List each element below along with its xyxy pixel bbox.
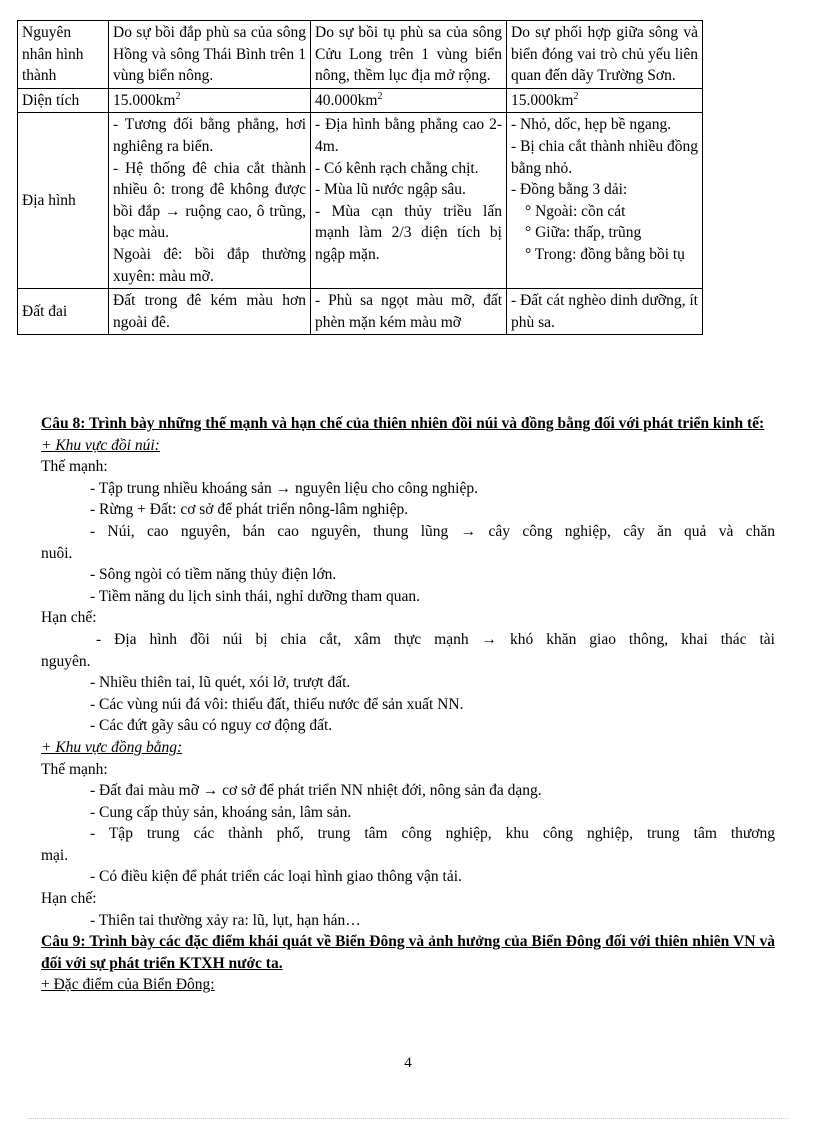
list-item: - Các vùng núi đá vôi: thiếu đất, thiếu nước để sản xuất NN.	[90, 695, 464, 713]
list-item: - Núi, cao nguyên, bán cao nguyên, thung lũng → cây công nghiệp, cây ăn quả và chăn	[90, 522, 775, 540]
row-label-terrain: Địa hình	[18, 113, 109, 289]
list-item: - Các đứt gãy sâu có nguy cơ động đất.	[90, 717, 333, 735]
question-8-title: Câu 8: Trình bày những thế mạnh và hạn chế của thiên nhiên đồi núi và đồng bằng đối với phát triển kinh tế:	[41, 415, 765, 432]
cell-red-river-origin: Do sự bồi đắp phù sa của sông Hồng và sông Thái Bình trên 1 vùng biển nông.	[109, 21, 311, 89]
list-item: - Cung cấp thủy sản, khoáng sản, lâm sản.	[90, 803, 352, 821]
cell-red-river-terrain	[109, 113, 311, 289]
area-value: 15.000km	[511, 91, 574, 109]
row-label-area: Diện tích	[18, 88, 109, 113]
list-item: - Đất đai màu mỡ → cơ sở để phát triển NN nhiệt đới, nông sản đa dạng.	[90, 782, 542, 800]
limits-label: Hạn chế:	[41, 609, 97, 627]
list-item-continuation: nguyên.	[41, 652, 91, 670]
area-unit-sup: 2	[175, 90, 181, 102]
terrain-line: - Tương đối bằng phẳng, hơi nghiêng ra biển.	[113, 116, 306, 155]
terrain-line: - Bị chia cắt thành nhiều đồng bằng nhỏ.	[511, 137, 698, 177]
list-item: - Tập trung nhiều khoáng sản → nguyên liệu cho công nghiệp.	[90, 479, 478, 497]
terrain-line: - Mùa cạn thủy triều lấn mạnh làm 2/3 diện tích bị ngập mặn.	[315, 202, 502, 263]
east-sea-heading: + Đặc điểm của Biển Đông:	[41, 976, 215, 994]
cell-red-river-area	[109, 88, 311, 113]
area-value: 15.000km	[113, 91, 176, 109]
cell-central-origin: Do sự phối hợp giữa sông và biển đóng vai trò chủ yếu liên quan đến dãy Trường Sơn.	[507, 21, 703, 89]
list-item: - Tiềm năng du lịch sinh thái, nghỉ dưỡng tham quan.	[90, 587, 421, 605]
table-row	[18, 113, 703, 289]
list-item: - Tập trung các thành phố, trung tâm công nghiệp, khu công nghiệp, trung tâm thương	[90, 825, 775, 843]
cell-central-soil: - Đất cát nghèo dinh dưỡng, ít phù sa.	[507, 289, 703, 335]
list-item: - Địa hình đồi núi bị chia cắt, xâm thực mạnh → khó khăn giao thông, khai thác tài	[96, 630, 775, 648]
page-number: 4	[404, 1055, 412, 1071]
terrain-line: - Đồng bằng 3 dải:	[511, 181, 628, 199]
cell-central-area	[507, 88, 703, 113]
list-item: - Rừng + Đất: cơ sở để phát triển nông-lâm nghiệp.	[90, 501, 409, 519]
cell-mekong-area	[311, 88, 507, 113]
area-unit-sup: 2	[573, 90, 579, 102]
row-label-origin: Nguyên nhân hình thành	[18, 21, 109, 89]
table-row	[18, 289, 703, 335]
list-item: - Thiên tai thường xảy ra: lũ, lụt, hạn hán…	[90, 911, 361, 929]
terrain-line: - Hệ thống đê chia cắt thành nhiều ô: trong đê không được bồi đắp → ruộng cao, ô trũng, bạc màu.	[113, 159, 306, 242]
footer-divider	[28, 1118, 788, 1119]
area-unit-sup: 2	[377, 90, 383, 102]
mountain-heading: + Khu vực đồi núi:	[41, 436, 160, 454]
plain-heading: + Khu vực đồng bằng:	[41, 738, 183, 756]
list-item-continuation: nuôi.	[41, 544, 73, 562]
row-label-soil: Đất đai	[18, 289, 109, 335]
cell-central-terrain	[507, 113, 703, 289]
strengths-label: Thế mạnh:	[41, 760, 108, 778]
delta-comparison-table	[17, 20, 703, 335]
list-item-continuation: mại.	[41, 846, 69, 864]
terrain-subline: ° Ngoài: cồn cát	[525, 202, 626, 220]
terrain-line: - Mùa lũ nước ngập sâu.	[315, 181, 466, 199]
list-item: - Nhiều thiên tai, lũ quét, xói lở, trượt đất.	[90, 674, 351, 692]
terrain-subline: ° Giữa: thấp, trũng	[525, 224, 642, 242]
question-9-title: Câu 9: Trình bày các đặc điểm khái quát về Biển Đông và ảnh hưởng của Biển Đông đối với thiên nhiên VN và đối với sự phát triển KTXH nước ta.	[41, 933, 775, 972]
terrain-line: Ngoài đê: bồi đắp thường xuyên: màu mỡ.	[113, 245, 306, 285]
limits-label: Hạn chế:	[41, 890, 97, 908]
cell-red-river-soil: Đất trong đê kém màu hơn ngoài đê.	[109, 289, 311, 335]
strengths-label: Thế mạnh:	[41, 458, 108, 476]
table-row	[18, 21, 703, 89]
terrain-line: - Nhỏ, dốc, hẹp bề ngang.	[511, 116, 672, 134]
cell-mekong-soil: - Phù sa ngọt màu mỡ, đất phèn mặn kém màu mỡ	[311, 289, 507, 335]
list-item: - Sông ngòi có tiềm năng thủy điện lớn.	[90, 566, 337, 584]
list-item: - Có điều kiện để phát triển các loại hình giao thông vận tải.	[90, 868, 462, 886]
terrain-line: - Địa hình bằng phẳng cao 2-4m.	[315, 116, 502, 155]
area-value: 40.000km	[315, 91, 378, 109]
terrain-subline: ° Trong: đồng bằng bồi tụ	[525, 245, 685, 263]
cell-mekong-terrain	[311, 113, 507, 289]
cell-mekong-origin: Do sự bồi tụ phù sa của sông Cửu Long trên 1 vùng biển nông, thềm lục địa mở rộng.	[311, 21, 507, 89]
table-row	[18, 88, 703, 113]
document-body	[41, 413, 775, 996]
terrain-line: - Có kênh rạch chằng chịt.	[315, 159, 479, 177]
